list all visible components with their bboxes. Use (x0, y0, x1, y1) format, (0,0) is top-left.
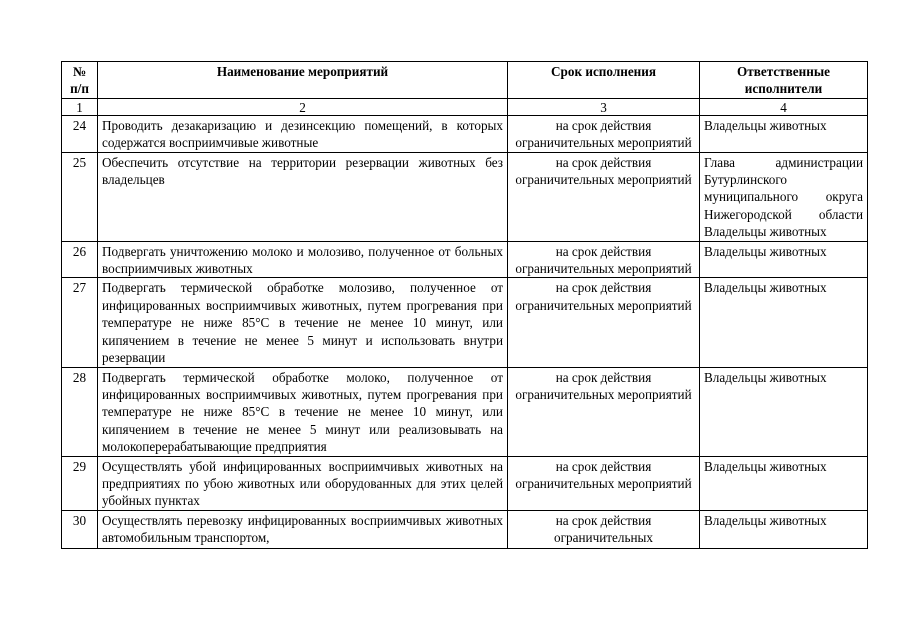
measure-text: Подвергать уничтожению молоко и молозиво, полученное от больных восприимчивых животных (98, 241, 508, 278)
measure-text: Осуществлять убой инфицированных восприимчивых животных на предприятиях по убою животных или оборудованных для этих целей убойных пунктах (98, 456, 508, 510)
header-number: № п/п (62, 62, 98, 99)
measure-text-clip: Осуществлять перевозку инфицированных восприимчивых животных автомобильным транспортом, (102, 512, 503, 546)
row-number: 30 (62, 510, 98, 548)
measure-text: Обеспечить отсутствие на территории резервации животных без владельцев (98, 152, 508, 241)
table-row (62, 510, 868, 548)
column-number-row (62, 98, 868, 115)
responsible-text: Владельцы животных (700, 241, 868, 278)
responsible-text: Владельцы животных (700, 367, 868, 456)
term-text: на срок действия ограничительных мероприятий (508, 456, 700, 510)
table-row (62, 278, 868, 367)
term-text: на срок действия ограничительных мероприятий (508, 278, 700, 367)
row-number: 24 (62, 115, 98, 152)
column-number: 1 (62, 98, 98, 115)
term-text-clip: на срок действия ограничительных (554, 512, 653, 546)
header-term: Срок исполнения (508, 62, 700, 99)
header-row (62, 62, 868, 99)
term-text: на срок действия ограничительных мероприятий (508, 241, 700, 278)
measure-text (98, 510, 508, 548)
header-measures: Наименование мероприятий (98, 62, 508, 99)
column-number: 2 (98, 98, 508, 115)
row-number: 27 (62, 278, 98, 367)
table-row (62, 456, 868, 510)
table-row (62, 367, 868, 456)
responsible-text: Владельцы животных (700, 278, 868, 367)
responsible-text: Владельцы животных (700, 115, 868, 152)
row-number: 25 (62, 152, 98, 241)
term-text (508, 510, 700, 548)
measures-table (61, 61, 868, 549)
term-text: на срок действия ограничительных мероприятий (508, 367, 700, 456)
term-text: на срок действия ограничительных мероприятий (508, 152, 700, 241)
row-number: 29 (62, 456, 98, 510)
responsible-text: Глава администрации Бутурлинского муниципального округа Нижегородской области Владельцы животных (700, 152, 868, 241)
table-row (62, 152, 868, 241)
measure-text: Подвергать термической обработке молозиво, полученное от инфицированных восприимчивых животных, путем прогревания при температуре не ниже 85°С в течение не менее 10 минут, или кипячением в течение не менее 5 минут и использовать внутри резервации (98, 278, 508, 367)
table-row (62, 241, 868, 278)
responsible-text: Владельцы животных (700, 510, 868, 548)
header-responsible: Ответственные исполнители (700, 62, 868, 99)
table-row (62, 115, 868, 152)
measure-text: Подвергать термической обработке молоко, полученное от инфицированных восприимчивых животных, путем прогревания при температуре не ниже 85°С в течение не менее 10 минут, или кипячением в течение не менее 5 минут или реализовывать на молокоперерабатывающие предприятия (98, 367, 508, 456)
column-number: 3 (508, 98, 700, 115)
row-number: 28 (62, 367, 98, 456)
row-number: 26 (62, 241, 98, 278)
measure-text: Проводить дезакаризацию и дезинсекцию помещений, в которых содержатся восприимчивые животные (98, 115, 508, 152)
term-text: на срок действия ограничительных мероприятий (508, 115, 700, 152)
responsible-text: Владельцы животных (700, 456, 868, 510)
column-number: 4 (700, 98, 868, 115)
